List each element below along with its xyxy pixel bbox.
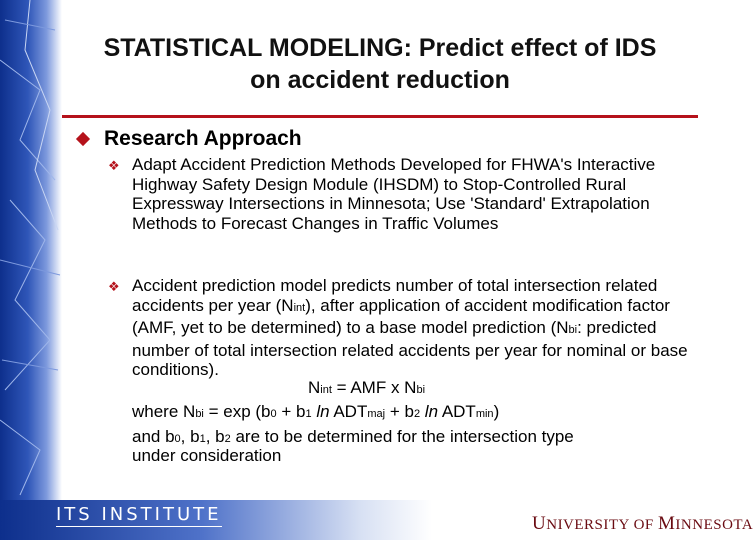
eq-part: = exp (b [203,402,271,421]
ln-italic: ln [424,402,439,421]
diamond-small-bullet-icon: ❖ [108,158,120,173]
its-logo-text: ITS INSTITUTE [56,504,222,525]
slide-title [40,32,720,96]
sub-bullet-1-text: Adapt Accident Prediction Methods Developed for FHWA's Interactive Highway Safety Design Module (IHSDM) to Stop-Controlled Rural Expressway Intersections in Minnesota; Use 'Standard' Extrapolation Methods to Forecast Changes in Traffic Volumes [132,155,656,233]
heading-text: Research Approach [104,127,302,150]
eq-part: ADT [329,402,368,421]
eq-part: , b [180,427,200,446]
bullet2-part: Accident prediction model predicts number of total intersection related accidents per year (N [132,276,658,315]
title-divider [62,115,698,118]
eq-part: ) [493,402,500,421]
and-line-2: under consideration [132,446,282,465]
eq-part: + b [385,402,414,421]
subscript: 0 [270,408,277,420]
bullet2-part: : predicted number of total intersection related accidents per year for nominal or base conditions). [132,318,688,379]
subscript: 1 [305,408,312,420]
subscript: bi [416,384,426,396]
ln-italic: ln [316,402,330,421]
subscript: int [293,301,306,314]
umn-text: INNESOTA [675,517,753,533]
title-line-2: on accident reduction [250,66,510,94]
diamond-bullet-icon [76,132,90,146]
equation-line [308,378,425,401]
subscript: 2 [413,408,421,420]
eq-part: and b [132,427,175,446]
eq-part: = AMF x N [331,378,417,397]
subscript: maj [367,408,386,420]
sub-bullet-2-text [132,276,698,380]
subscript: min [475,408,494,420]
subscript: bi [195,408,204,420]
eq-part: are to be determined for the intersection type [230,427,574,446]
subscript: 1 [199,433,206,445]
its-logo-underline [56,526,222,527]
university-of-minnesota-logo [532,513,753,535]
subscript: 0 [174,433,181,445]
eq-part: , b [205,427,225,446]
diamond-small-bullet-icon: ❖ [108,279,120,294]
eq-part: where N [132,402,196,421]
title-line-1: STATISTICAL MODELING: Predict effect of IDS [103,34,657,62]
umn-initial: M [658,513,676,534]
eq-part: ADT [438,402,476,421]
subscript: bi [568,324,578,336]
umn-text: NIVERSITY OF [546,517,659,533]
eq-part: + b [276,402,306,421]
umn-initial: U [532,513,547,534]
subscript: int [320,384,332,396]
bullet2-part: ), after application of accident modification factor (AMF, yet to be determined) to a base model prediction (N [132,295,670,337]
where-line [132,402,499,425]
eq-part: N [308,378,321,397]
subscript: 2 [224,433,231,445]
its-institute-logo [56,504,222,527]
